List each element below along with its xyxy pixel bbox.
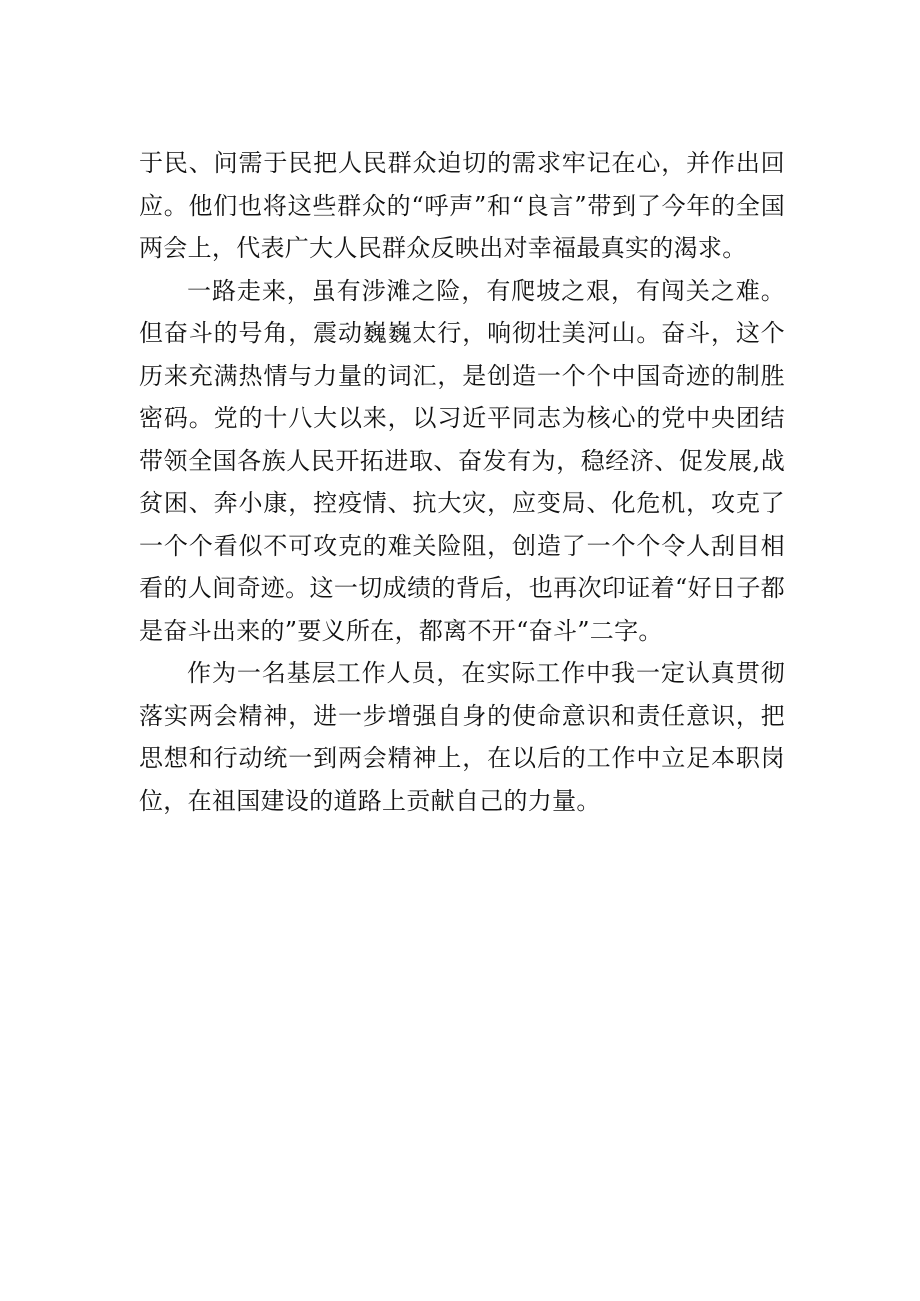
paragraph-1: 于民、问需于民把人民群众迫切的需求牢记在心，并作出回应。他们也将这些群众的“呼声”和“良言”带到了今年的全国两会上，代表广大人民群众反映出对幸福最真实的渴求。 (139, 149, 785, 262)
paragraph-2: 一路走来，虽有涉滩之险，有爬坡之艰，有闯关之难。但奋斗的号角，震动巍巍太行，响彻壮美河山。奋斗，这个历来充满热情与力量的词汇，是创造一个个中国奇迹的制胜密码。党的十八大以来，以习近平同志为核心的党中央团结带领全国各族人民开拓进取、奋发有为，稳经济、促发展,战贫困、奔小康，控疫情、抗大灾，应变局、化危机，攻克了一个个看似不可攻克的难关险阻，创造了一个个令人刮目相看的人间奇迹。这一切成绩的背后，也再次印证着“好日子都是奋斗出来的”要义所在，都离不开“奋斗”二字。 (139, 276, 785, 645)
paragraph-3: 作为一名基层工作人员，在实际工作中我一定认真贯彻落实两会精神，进一步增强自身的使命意识和责任意识，把思想和行动统一到两会精神上，在以后的工作中立足本职岗位，在祖国建设的道路上贡献自己的力量。 (139, 659, 785, 815)
document-body (139, 142, 785, 822)
